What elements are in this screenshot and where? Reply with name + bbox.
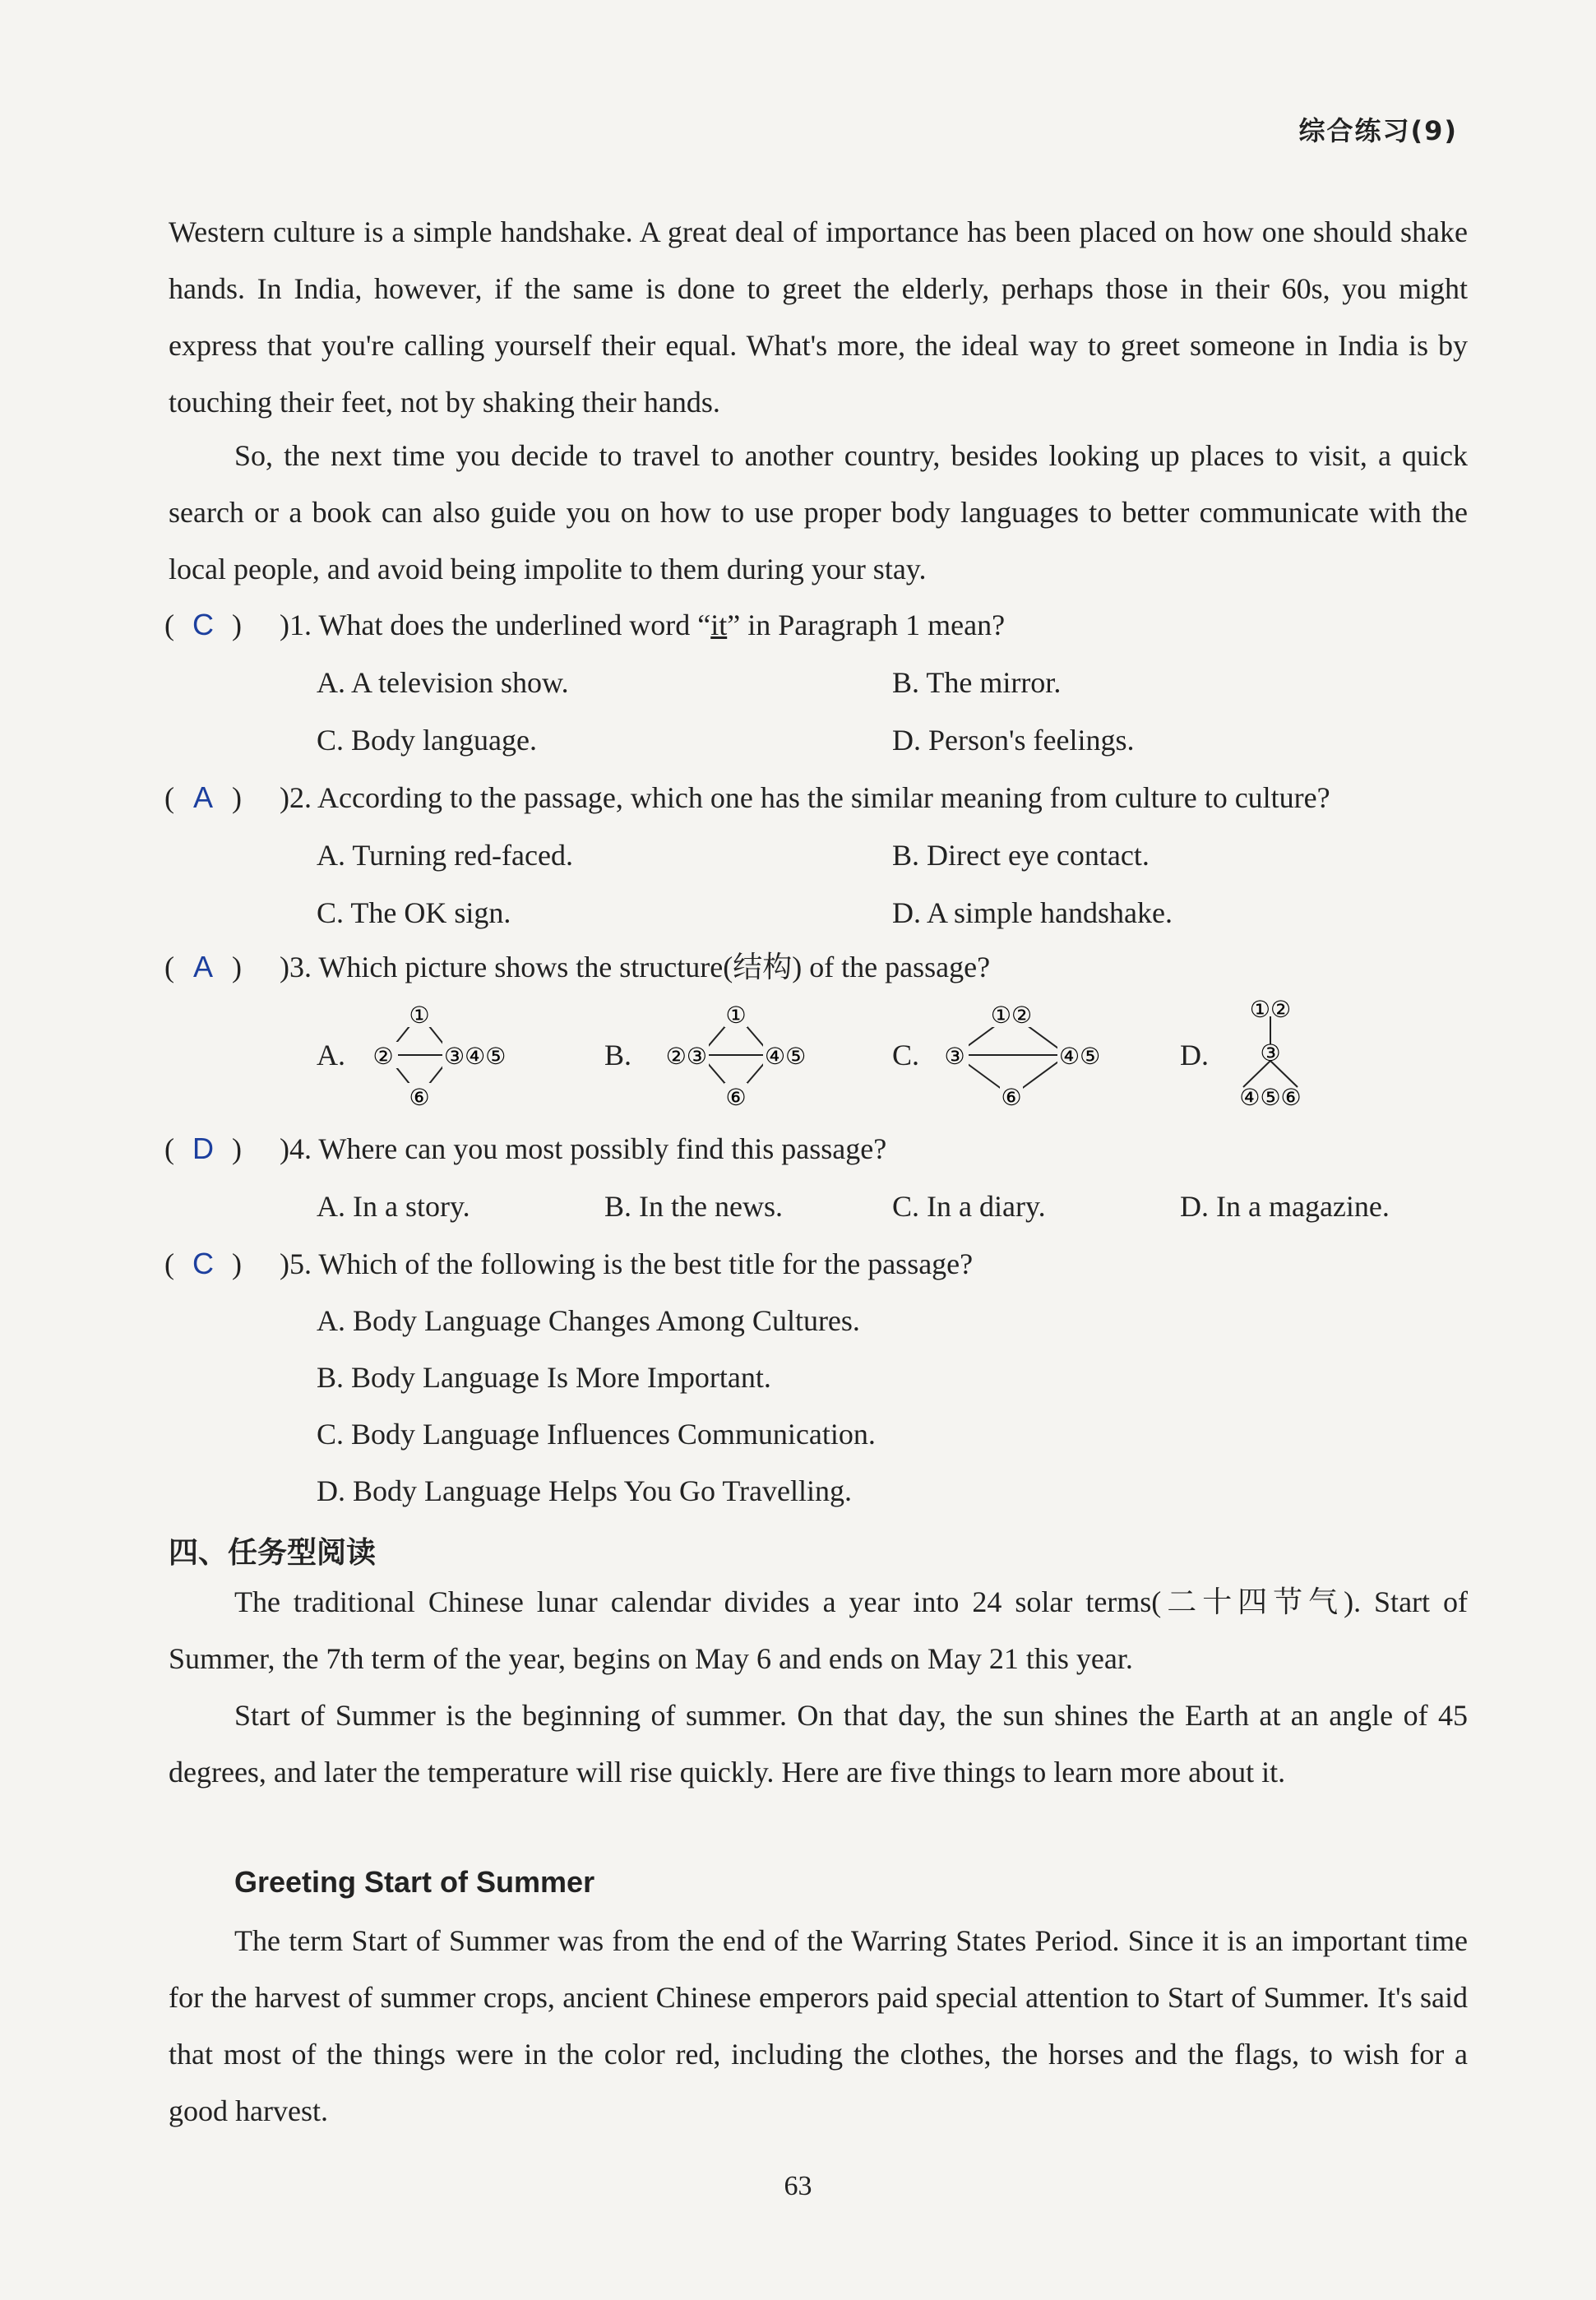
passage-paragraph-2: So, the next time you decide to travel to another country, besides looking up places to visit, a quick search or a book can also guide you on how to use proper body languages to better communicate with the local people, and avoid being impolite to them during your stay. [169,439,1468,585]
answer-4: D [192,1131,214,1165]
q2-option-d: D. A simple handshake. [892,896,1173,929]
q5-option-b: B. Body Language Is More Important. [317,1361,771,1394]
answer-5: C [192,1247,214,1280]
diagram-c-bottom: ⑥ [1001,1084,1022,1111]
diagram-c-left: ③ [944,1043,965,1070]
answer-2: A [192,780,213,814]
q4-option-b: B. In the news. [604,1190,783,1223]
question-5: ( C ) )5. Which of the following is the best title for the passage? [164,1244,1480,1284]
section-4-subheading: Greeting Start of Summer [234,1865,595,1899]
answer-1: C [192,608,214,641]
q5-option-a: A. Body Language Changes Among Cultures. [317,1304,860,1337]
q4-option-d: D. In a magazine. [1180,1190,1390,1223]
diagram-b-top: ① [725,1002,747,1029]
diagram-d-middle: ③ [1260,1039,1281,1067]
q5-option-d: D. Body Language Helps You Go Travelling. [317,1474,853,1507]
q1-option-a: A. A television show. [317,666,569,699]
q3-option-a-label: A. [317,1039,345,1071]
structure-diagram-d [1225,995,1324,1114]
page-header-title: 综合练习(9) [1298,115,1458,146]
q1-option-c: C. Body language. [317,724,537,757]
section-4-paragraph-1: The traditional Chinese lunar calendar divides a year into 24 solar terms(二十四节气). Start of Summer, the 7th term of the year, begins on May 6 and ends on May 21 this year. [169,1585,1468,1675]
question-2: ( A ) )2. According to the passage, which one has the similar meaning from culture to culture? [164,778,1480,817]
diagram-a-top: ① [409,1002,430,1029]
diagram-a-right: ③④⑤ [444,1043,507,1070]
section-4-paragraph-2: Start of Summer is the beginning of summer. On that day, the sun shines the Earth at an angle of 45 degrees, and later the temperature will rise quickly. Here are five things to learn more about it. [169,1699,1468,1789]
structure-diagram-c [929,995,1135,1114]
answer-3: A [192,950,213,983]
diagram-c-right: ④⑤ [1059,1043,1101,1070]
q2-option-a: A. Turning red-faced. [317,839,573,872]
q3-option-d-label: D. [1180,1039,1209,1071]
diagram-b-bottom: ⑥ [725,1084,747,1111]
question-3: ( A ) )3. Which picture shows the structure(结构) of the passage? [164,947,1480,987]
q2-option-b: B. Direct eye contact. [892,839,1150,872]
section-4-title: 四、任务型阅读 [169,1536,377,1570]
q3-option-c-label: C. [892,1039,920,1071]
q4-option-a: A. In a story. [317,1190,470,1223]
q2-option-c: C. The OK sign. [317,896,511,929]
diagram-d-top: ①② [1249,996,1292,1023]
structure-diagram-b [641,995,839,1114]
q1-option-d: D. Person's feelings. [892,724,1135,757]
diagram-b-left: ②③ [665,1043,707,1070]
q1-option-b: B. The mirror. [892,666,1062,699]
diagram-d-bottom: ④⑤⑥ [1239,1084,1302,1111]
diagram-c-top: ①② [990,1002,1033,1029]
passage-paragraph-1: Western culture is a simple handshake. A great deal of importance has been placed on how one should shake hands. In India, however, if the same is done to greet the elderly, perhaps those in their 60s, you might express that you're calling yourself their equal. What's more, the ideal way to greet someone in India is by touching their feet, not by shaking their hands. [169,215,1468,419]
diagram-b-right: ④⑤ [765,1043,807,1070]
diagram-a-left: ② [372,1043,394,1070]
q5-option-c: C. Body Language Influences Communication. [317,1418,876,1451]
question-1: ( C ) )1. What does the underlined word “it” in Paragraph 1 mean? [164,605,1480,645]
q4-option-c: C. In a diary. [892,1190,1046,1223]
question-4: ( D ) )4. Where can you most possibly find this passage? [164,1129,1480,1169]
page-number: 63 [784,2171,812,2201]
section-4-paragraph-3: The term Start of Summer was from the end of the Warring States Period. Since it is an important time for the harvest of summer crops, ancient Chinese emperors paid special attention to Start of Summer. It's said that most of the things were in the color red, including the clothes, the horses and the flags, to wish for a good harvest. [169,1924,1468,2127]
q3-option-b-label: B. [604,1039,632,1071]
structure-diagram-a [354,995,551,1114]
diagram-a-bottom: ⑥ [409,1084,430,1111]
